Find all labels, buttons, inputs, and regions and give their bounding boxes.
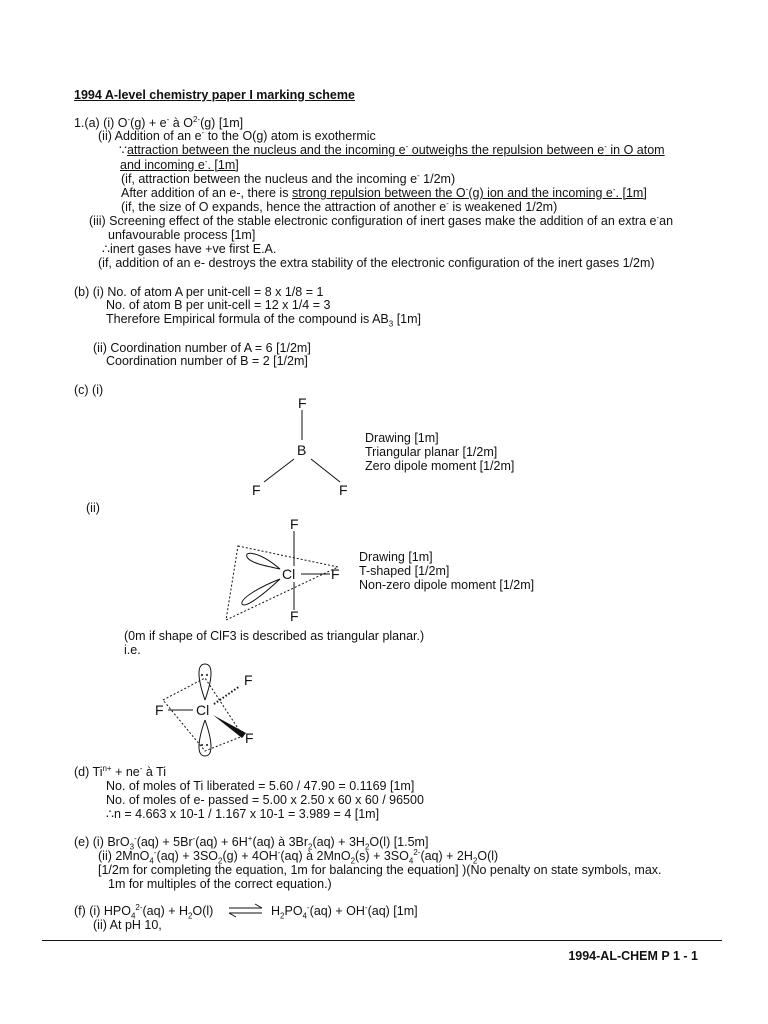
qa-line-10: ∴inert gases have +ve first E.A. <box>102 242 277 256</box>
qc-label-i: (c) (i) <box>74 383 104 397</box>
qf-line-1-left: (f) (i) $HPO_4^{2-}(aq) + H_2O(l)$ <box>74 902 214 921</box>
qa-line-1: 1.(a) (i) O-(g) + e- à $O^{2-}(g)$ [1m] <box>74 114 244 130</box>
qa-line-3: ∵attraction between the nucleus and the incoming e- outweighs the repulsion between e- in O atom <box>119 141 665 157</box>
clf3-t-structure <box>226 516 340 624</box>
qb-line-4: (ii) Coordination number of A = 6 [1/2m] <box>93 341 311 355</box>
qe-line-2: (ii) $2MnO_4^-(aq) + 3SO_2(g) + 4OH^-(aq)$ à $2MnO_2(s) + 3SO_4^{2-}(aq) + 2H_2O(l)$ <box>98 847 499 866</box>
clf3-planar-structure <box>155 664 254 756</box>
qc-note: (0m if shape of ClF3 is described as triangular planar.) <box>124 629 425 643</box>
qf-line-2: (ii) At pH 10, <box>93 918 162 932</box>
equilibrium-arrow-icon <box>229 904 262 917</box>
qe-line-4: 1m for multiples of the correct equation.) <box>108 877 332 891</box>
bf3-boron: B <box>297 442 307 458</box>
bf3-note-2: Triangular planar [1/2m] <box>365 445 498 459</box>
clf3-chlorine: Cl <box>282 566 296 582</box>
qa-line-6: After addition of an e-, there is strong repulsion between the O-(g) ion and the incoming e-. [1m] <box>121 184 647 200</box>
qa-line-11: (if, addition of an e- destroys the extra stability of the electronic configuration of the inert gases 1/2m) <box>98 256 655 270</box>
qa-line-5: (if, attraction between the nucleus and the incoming e- 1/2m) <box>121 170 456 186</box>
qb-line-1: (b) (i) No. of atom A per unit-cell = 8 x 1/8 = 1 <box>74 285 324 299</box>
qb-line-3: Therefore Empirical formula of the compound is $AB_3$ [1m] <box>106 312 422 329</box>
clf3b-left-f: F <box>155 702 164 718</box>
footer-rule <box>42 940 722 941</box>
bf3-note-1: Drawing [1m] <box>365 431 439 445</box>
clf3b-lower-right-f: F <box>245 730 254 746</box>
clf3b-chlorine: Cl <box>196 702 210 718</box>
clf3-note-1: Drawing [1m] <box>359 550 433 564</box>
page-title: 1994 A-level chemistry paper I marking scheme <box>74 88 355 102</box>
qd-line-1: (d) $Ti^{n+} + ne^-$ à Ti <box>74 763 167 779</box>
bf3-left-f: F <box>252 482 261 498</box>
qc-label-ii: (ii) <box>86 501 100 515</box>
bf3-structure <box>252 395 348 498</box>
qa-line-7: (if, the size of O expands, hence the attraction of another e- is weakened 1/2m) <box>121 198 558 214</box>
qb-line-5: Coordination number of B = 2 [1/2m] <box>106 354 308 368</box>
clf3-note-3: Non-zero dipole moment [1/2m] <box>359 578 535 592</box>
qd-line-3: No. of moles of e- passed = 5.00 x 2.50 x 60 x 60 / 96500 <box>106 793 424 807</box>
clf3-bottom-f: F <box>290 608 299 624</box>
qf-line-1-right: $H_2PO_4^-(aq) + OH^-(aq)$ [1m] <box>271 902 418 921</box>
qd-line-2: No. of moles of Ti liberated = 5.60 / 47.90 = 0.1169 [1m] <box>106 779 415 793</box>
bf3-note-3: Zero dipole moment [1/2m] <box>365 459 515 473</box>
clf3b-upper-right-f: F <box>244 672 253 688</box>
qc-ie: i.e. <box>124 643 141 657</box>
clf3-top-f: F <box>290 516 299 532</box>
qa-line-9: unfavourable process [1m] <box>108 228 256 242</box>
qa-line-4: and incoming e-. [1m] <box>120 156 239 172</box>
qd-line-4: ∴n = 4.663 x 10-1 / 1.167 x 10-1 = 3.989 = 4 [1m] <box>106 807 380 821</box>
qa-line-8: (iii) Screening effect of the stable electronic configuration of inert gases make the addition of an extra e-an <box>89 212 674 228</box>
page-footer: 1994-AL-CHEM P 1 - 1 <box>568 949 698 963</box>
clf3-right-f: F <box>331 566 340 582</box>
qe-line-3: [1/2m for completing the equation, 1m for balancing the equation] )(No penalty on state symbols, max. <box>98 863 662 877</box>
qb-line-2: No. of atom B per unit-cell = 12 x 1/4 = 3 <box>106 298 331 312</box>
bf3-right-f: F <box>339 482 348 498</box>
qa-line-2: (ii) Addition of an e- to the O(g) atom is exothermic <box>98 127 376 143</box>
clf3-note-2: T-shaped [1/2m] <box>359 564 450 578</box>
bf3-top-f: F <box>298 395 307 411</box>
qe-line-1: (e) (i) BrO$_3$-(aq) + 5Br-(aq) + 6H+(aq) à $3Br_2(aq) + 3H_2O(l)$ [1.5m] <box>74 833 429 852</box>
